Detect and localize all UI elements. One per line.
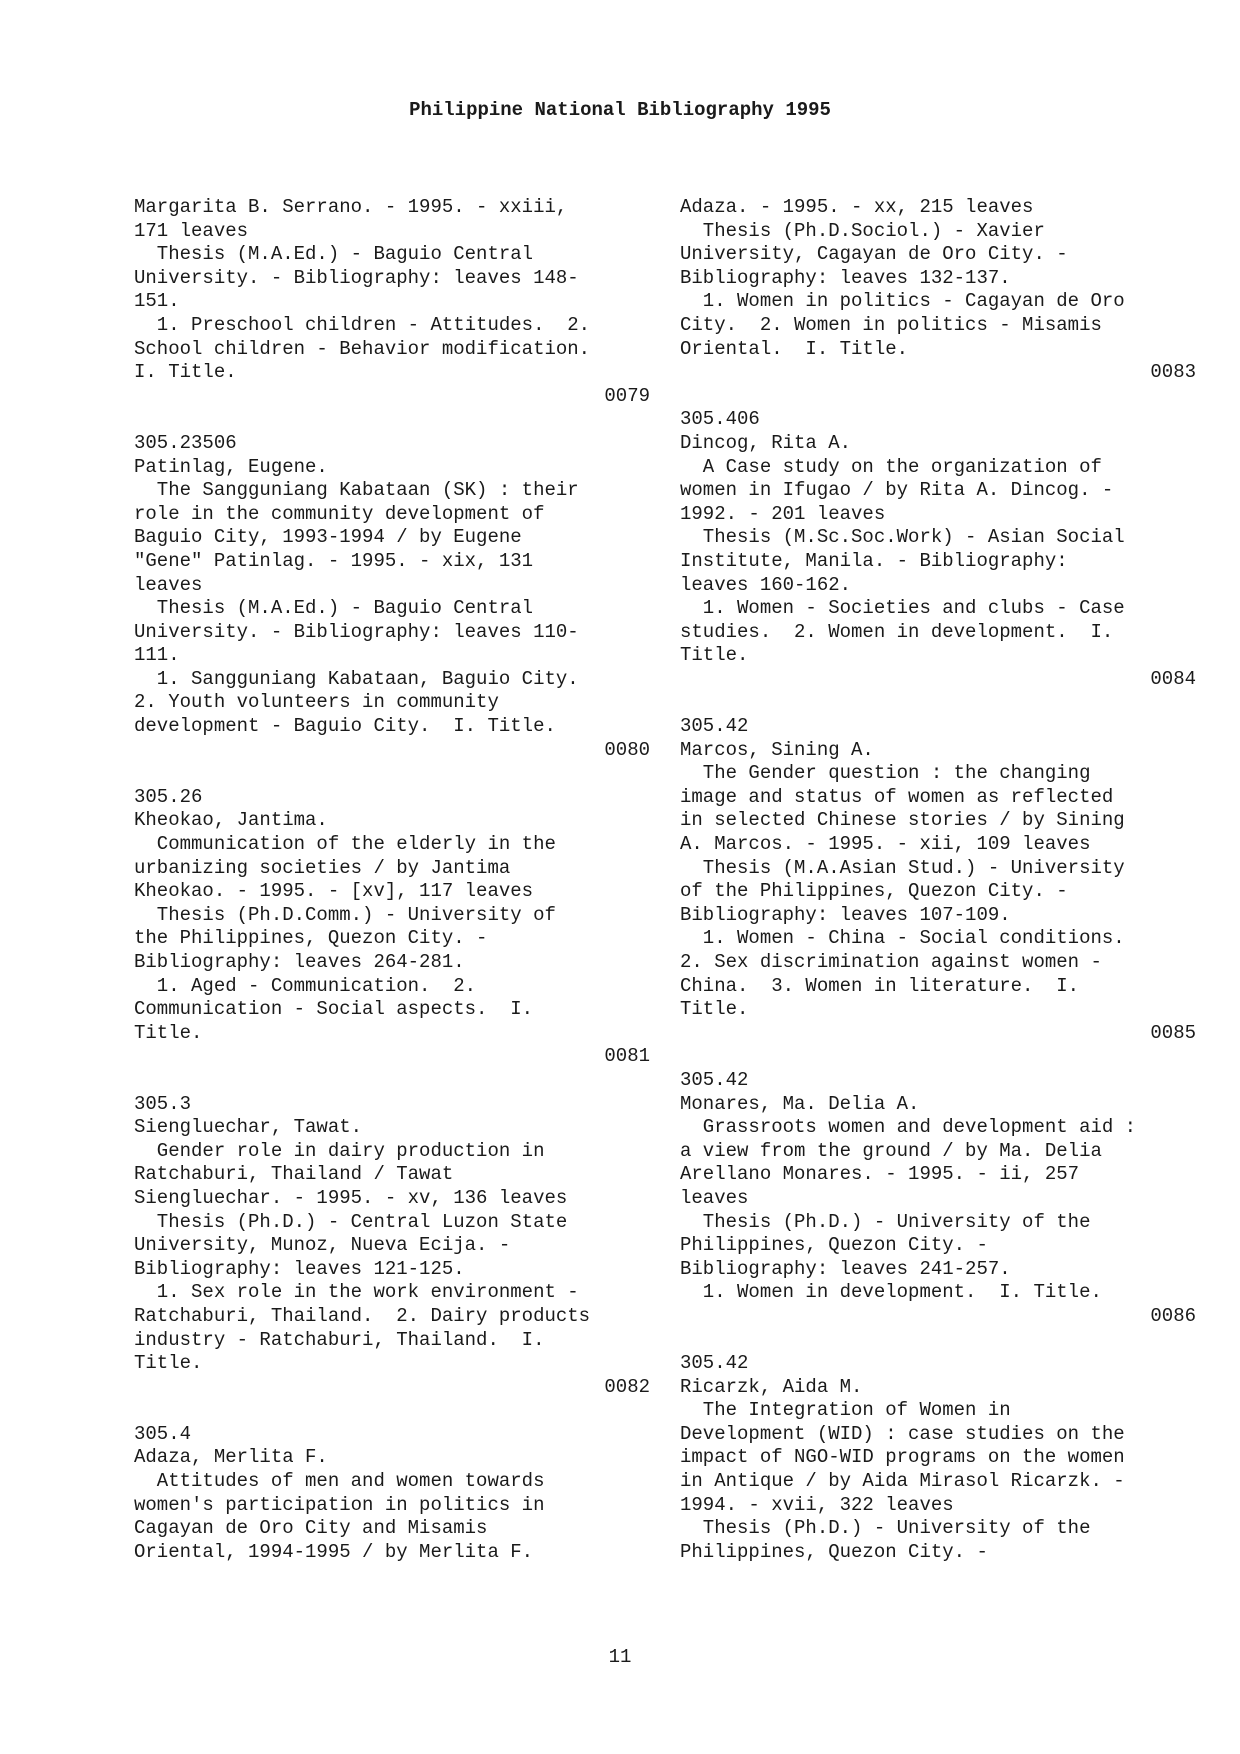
entry-line: Philippines, Quezon City. - — [680, 1540, 988, 1563]
entry-line: Dincog, Rita A. — [680, 431, 852, 454]
entry-line: Philippines, Quezon City. - — [680, 1234, 988, 1257]
left-column — [134, 196, 654, 1564]
entry-line: Title. — [134, 1352, 203, 1375]
entry-line: Bibliography: leaves 107-109. — [680, 903, 1011, 926]
entry-line: 1992. - 201 leaves — [680, 502, 886, 525]
entry-line: of the Philippines, Quezon City. - — [680, 880, 1068, 903]
entry-line: University, Munoz, Nueva Ecija. - — [134, 1234, 511, 1257]
bibliography-entry — [134, 1093, 654, 1400]
entry-line: industry - Ratchaburi, Thailand. I. — [134, 1328, 545, 1351]
entry-number: 0086 — [1150, 1304, 1196, 1327]
entry-line: University. - Bibliography: leaves 110- — [134, 620, 579, 643]
entry-gap — [680, 1045, 1200, 1069]
entry-line: Adaza. - 1995. - xx, 215 leaves — [680, 196, 1034, 218]
entry-line: Monares, Ma. Delia A. — [680, 1092, 920, 1115]
entry-line: Ratchaburi, Thailand. 2. Dairy products — [134, 1304, 591, 1327]
entry-line: Attitudes of men and women towards — [134, 1470, 545, 1493]
entry-line: Kheokao, Jantima. — [134, 809, 328, 832]
entry-line: 1. Women in development. I. Title. — [680, 1281, 1102, 1304]
entry-line: Communication - Social aspects. I. — [134, 998, 534, 1021]
entry-line: 1. Aged - Communication. 2. — [134, 974, 477, 997]
entry-line: Institute, Manila. - Bibliography: — [680, 549, 1068, 572]
page-number: 11 — [608, 1646, 632, 1668]
right-column — [680, 196, 1200, 1564]
bibliography-entry — [134, 432, 654, 762]
entry-number: 0085 — [1150, 1021, 1196, 1044]
entry-number: 0084 — [1150, 667, 1196, 690]
entry-line: Adaza, Merlita F. — [134, 1446, 328, 1469]
entry-line: role in the community development of — [134, 502, 545, 525]
entry-number: 0081 — [604, 1045, 650, 1068]
entry-line: 2. Sex discrimination against women - — [680, 951, 1102, 973]
entry-line: Patinlag, Eugene. — [134, 455, 328, 478]
entry-line: Cagayan de Oro City and Misamis — [134, 1517, 488, 1540]
entry-line: Margarita B. Serrano. - 1995. - xxiii, — [134, 196, 568, 218]
entry-line: Ratchaburi, Thailand / Tawat — [134, 1163, 454, 1186]
entry-line: Siengluechar, Tawat. — [134, 1116, 363, 1139]
entry-line: 305.42 — [680, 1068, 749, 1091]
entry-line: urbanizing societies / by Jantima — [134, 856, 511, 879]
entry-line: I. Title. — [134, 361, 237, 384]
entry-line: School children - Behavior modification. — [134, 337, 591, 360]
entry-line: 1994. - xvii, 322 leaves — [680, 1493, 954, 1516]
entry-line: 1. Sangguniang Kabataan, Baguio City. — [134, 667, 579, 690]
entry-line: in Antique / by Aida Mirasol Ricarzk. - — [680, 1470, 1125, 1493]
bibliography-entry — [680, 1069, 1200, 1329]
entry-line: University. - Bibliography: leaves 148- — [134, 266, 579, 289]
bibliography-entry — [134, 196, 654, 408]
entry-line: Title. — [680, 998, 749, 1021]
entry-line: Thesis (Ph.D.) - University of the — [680, 1210, 1091, 1233]
entry-line: Bibliography: leaves 132-137. — [680, 266, 1011, 289]
entry-line: Title. — [134, 1021, 203, 1044]
entry-line: Thesis (Ph.D.Sociol.) - Xavier — [680, 219, 1045, 242]
entry-line: development - Baguio City. I. Title. — [134, 715, 556, 738]
bibliography-entry — [680, 1352, 1200, 1564]
bibliography-entry — [680, 196, 1200, 385]
entry-line: 1. Preschool children - Attitudes. 2. — [134, 313, 591, 336]
entry-line: Arellano Monares. - 1995. - ii, 257 — [680, 1163, 1080, 1186]
entry-line: 1. Women - Societies and clubs - Case — [680, 597, 1125, 620]
entry-gap — [134, 1069, 654, 1093]
entry-line: 305.42 — [680, 1352, 749, 1375]
entry-gap — [134, 1399, 654, 1423]
entry-line: Thesis (Ph.D.) - University of the — [680, 1517, 1091, 1540]
entry-line: Ricarzk, Aida M. — [680, 1375, 863, 1398]
entry-line: Oriental. I. Title. — [680, 337, 909, 360]
entry-line: impact of NGO-WID programs on the women — [680, 1446, 1125, 1469]
entry-gap — [134, 762, 654, 786]
entry-line: 305.26 — [134, 785, 203, 808]
bibliography-entry — [134, 786, 654, 1069]
entry-line: Communication of the elderly in the — [134, 833, 556, 856]
entry-line: University, Cagayan de Oro City. - — [680, 243, 1068, 266]
entry-line: 2. Youth volunteers in community — [134, 691, 499, 714]
entry-line: 305.4 — [134, 1422, 192, 1445]
entry-line: Oriental, 1994-1995 / by Merlita F. — [134, 1540, 534, 1563]
entry-gap — [680, 691, 1200, 715]
entry-line: women in Ifugao / by Rita A. Dincog. - — [680, 479, 1114, 502]
entry-line: 151. — [134, 290, 180, 313]
entry-line: the Philippines, Quezon City. - — [134, 927, 488, 950]
entry-line: Thesis (Ph.D.) - Central Luzon State — [134, 1210, 568, 1233]
entry-gap — [680, 1329, 1200, 1353]
entry-line: women's participation in politics in — [134, 1493, 545, 1516]
entry-line: image and status of women as reflected — [680, 785, 1114, 808]
entry-line: 1. Women - China - Social conditions. — [680, 927, 1125, 950]
page-title: Philippine National Bibliography 1995 — [409, 99, 831, 121]
entry-line: Thesis (M.Sc.Soc.Work) - Asian Social — [680, 526, 1125, 549]
entry-line: Gender role in dairy production in — [134, 1139, 545, 1162]
entry-line: 171 leaves — [134, 219, 249, 242]
entry-line: a view from the ground / by Ma. Delia — [680, 1139, 1102, 1162]
entry-line: Marcos, Sining A. — [680, 738, 874, 761]
bibliography-entry — [134, 1423, 654, 1565]
entry-line: Title. — [680, 644, 749, 667]
entry-line: in selected Chinese stories / by Sining — [680, 809, 1125, 832]
entry-line: 1. Sex role in the work environment - — [134, 1281, 579, 1304]
entry-number: 0080 — [604, 738, 650, 761]
entry-line: Siengluechar. - 1995. - xv, 136 leaves — [134, 1186, 568, 1209]
entry-number: 0082 — [604, 1375, 650, 1398]
bibliography-entry — [680, 408, 1200, 691]
entry-line: The Sangguniang Kabataan (SK) : their — [134, 479, 579, 502]
entry-line: leaves — [680, 1186, 749, 1209]
entry-line: Thesis (M.A.Asian Stud.) - University — [680, 856, 1125, 879]
entry-line: Bibliography: leaves 264-281. — [134, 951, 465, 973]
entry-line: A Case study on the organization of — [680, 455, 1102, 478]
entry-line: "Gene" Patinlag. - 1995. - xix, 131 — [134, 549, 534, 572]
entry-line: Bibliography: leaves 121-125. — [134, 1257, 465, 1280]
bibliography-entry — [680, 715, 1200, 1045]
entry-line: leaves 160-162. — [680, 573, 852, 596]
entry-line: The Integration of Women in — [680, 1399, 1011, 1422]
entry-line: A. Marcos. - 1995. - xii, 109 leaves — [680, 833, 1091, 856]
entry-line: Thesis (Ph.D.Comm.) - University of — [134, 903, 556, 926]
entry-line: Bibliography: leaves 241-257. — [680, 1257, 1011, 1280]
entry-line: leaves — [134, 573, 203, 596]
entry-line: Thesis (M.A.Ed.) - Baguio Central — [134, 597, 534, 620]
entry-line: 305.23506 — [134, 431, 237, 454]
entry-line: Kheokao. - 1995. - [xv], 117 leaves — [134, 880, 534, 903]
entry-line: Grassroots women and development aid : — [680, 1116, 1137, 1139]
entry-line: City. 2. Women in politics - Misamis — [680, 313, 1102, 336]
entry-line: Thesis (M.A.Ed.) - Baguio Central — [134, 243, 534, 266]
entry-line: 305.42 — [680, 715, 749, 738]
entry-line: Baguio City, 1993-1994 / by Eugene — [134, 526, 522, 549]
entry-line: 305.406 — [680, 408, 760, 431]
entry-line: 111. — [134, 644, 180, 667]
entry-number: 0083 — [1150, 361, 1196, 384]
entry-gap — [680, 385, 1200, 409]
entry-number: 0079 — [604, 384, 650, 407]
entry-line: Development (WID) : case studies on the — [680, 1422, 1125, 1445]
entry-line: 1. Women in politics - Cagayan de Oro — [680, 290, 1125, 313]
entry-line: 305.3 — [134, 1092, 192, 1115]
entry-line: China. 3. Women in literature. I. — [680, 974, 1080, 997]
entry-line: studies. 2. Women in development. I. — [680, 620, 1114, 643]
entry-gap — [134, 408, 654, 432]
entry-line: The Gender question : the changing — [680, 762, 1091, 785]
